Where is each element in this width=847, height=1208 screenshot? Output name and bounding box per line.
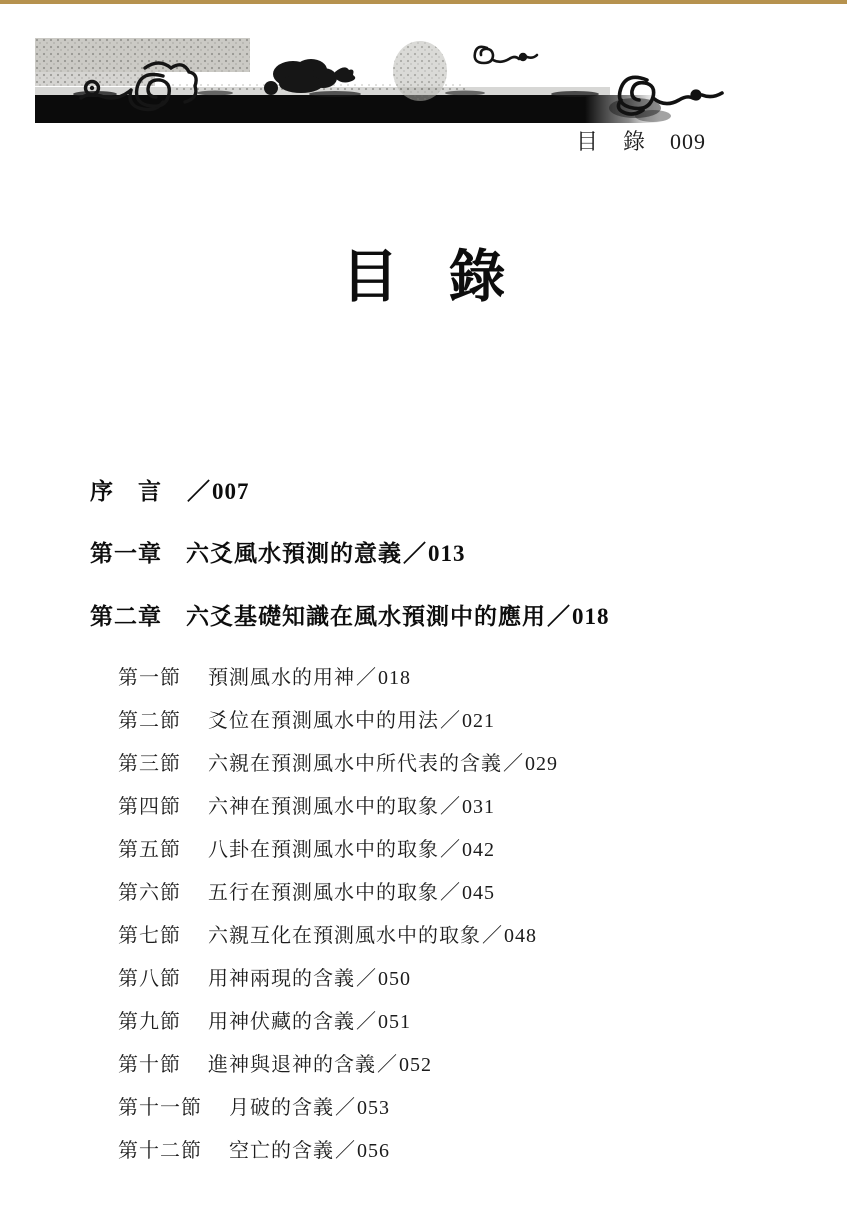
toc-page-number: 029 [525, 753, 558, 775]
toc-page-number: 018 [572, 604, 610, 629]
toc-entry-title: 八卦在預測風水中的取象 [208, 839, 439, 861]
toc-separator: ／ [503, 753, 524, 775]
toc-separator: ／ [335, 1097, 356, 1119]
toc-entry-section [118, 838, 817, 862]
small-cloud-scroll-icon [475, 47, 537, 63]
cloud-band-illustration [35, 38, 725, 123]
toc-entry-title: 六親在預測風水中所代表的含義 [208, 753, 502, 775]
toc-entry-number: 第六節 [118, 882, 181, 904]
toc-separator: ／ [356, 667, 377, 689]
toc-page-number: 018 [378, 667, 411, 689]
toc-entry-title: 六神在預測風水中的取象 [208, 796, 439, 818]
running-header [576, 129, 706, 155]
toc-separator: ／ [547, 604, 571, 629]
toc-separator: ／ [440, 839, 461, 861]
toc-entry-section [118, 1139, 817, 1163]
toc-separator: ／ [377, 1054, 398, 1076]
toc-entry-section [118, 881, 817, 905]
toc-entry-title: 預測風水的用神 [208, 667, 355, 689]
toc-page-number: 048 [504, 925, 537, 947]
toc-entry-preface [90, 478, 817, 506]
toc-entry-number: 第二章 [90, 604, 162, 629]
toc-entry-number: 第一章 [90, 541, 162, 566]
toc-separator: ／ [187, 479, 211, 504]
toc-entry-number: 第二節 [118, 710, 181, 732]
toc-entry-title: 用神兩現的含義 [208, 968, 355, 990]
running-header-page-number: 009 [670, 129, 706, 154]
toc-entry-number: 第十節 [118, 1054, 181, 1076]
toc-separator: ／ [335, 1140, 356, 1162]
toc-entry-title: 空亡的含義 [229, 1140, 334, 1162]
toc-entry-section [118, 924, 817, 948]
toc-entry-section [118, 666, 817, 690]
toc-entry-title: 進神與退神的含義 [208, 1054, 376, 1076]
header-cloud-decoration [35, 38, 725, 123]
toc-entry-section [118, 709, 817, 733]
toc-page-number: 021 [462, 710, 495, 732]
page-top-border [0, 0, 847, 4]
toc-entry-section [118, 1053, 817, 1077]
toc-separator: ／ [356, 968, 377, 990]
toc-entry-label: 序 言 [90, 479, 162, 504]
toc-entry-title: 六爻基礎知識在風水預測中的應用 [186, 604, 546, 629]
toc-page-number: 053 [357, 1097, 390, 1119]
toc-entry-title: 爻位在預測風水中的用法 [208, 710, 439, 732]
toc-page-number: 013 [428, 541, 466, 566]
speckle-blob [393, 41, 447, 101]
running-header-title: 目錄 [575, 129, 670, 154]
table-of-contents [90, 478, 817, 1182]
toc-entry-section [118, 967, 817, 991]
toc-entry-number: 第三節 [118, 753, 181, 775]
toc-entry-number: 第八節 [118, 968, 181, 990]
toc-section-list [90, 666, 817, 1163]
toc-entry-number: 第十二節 [118, 1140, 202, 1162]
toc-entry-title: 用神伏藏的含義 [208, 1011, 355, 1033]
toc-entry-section [118, 752, 817, 776]
toc-entry-number: 第五節 [118, 839, 181, 861]
toc-separator: ／ [356, 1011, 377, 1033]
cloud-scroll-right-icon [618, 77, 722, 114]
toc-separator: ／ [440, 796, 461, 818]
toc-entry-title: 五行在預測風水中的取象 [208, 882, 439, 904]
toc-entry-number: 第一節 [118, 667, 181, 689]
toc-page-number: 031 [462, 796, 495, 818]
toc-entry-section [118, 795, 817, 819]
toc-page-number: 056 [357, 1140, 390, 1162]
toc-entry-chapter [90, 603, 817, 631]
toc-entry-number: 第四節 [118, 796, 181, 818]
toc-page-number: 050 [378, 968, 411, 990]
toc-page-number: 051 [378, 1011, 411, 1033]
toc-entry-chapter [90, 540, 817, 568]
page-title: 目錄 [341, 246, 556, 309]
toc-separator: ／ [440, 882, 461, 904]
toc-separator: ／ [403, 541, 427, 566]
toc-page-number: 042 [462, 839, 495, 861]
toc-entry-number: 第七節 [118, 925, 181, 947]
toc-page-number: 045 [462, 882, 495, 904]
toc-entry-number: 第十一節 [118, 1097, 202, 1119]
toc-page-number: 007 [212, 479, 250, 504]
toc-entry-section [118, 1010, 817, 1034]
toc-entry-section [118, 1096, 817, 1120]
toc-entry-title: 月破的含義 [229, 1097, 334, 1119]
toc-entry-title: 六爻風水預測的意義 [186, 541, 402, 566]
toc-separator: ／ [440, 710, 461, 732]
toc-entry-title: 六親互化在預測風水中的取象 [208, 925, 481, 947]
toc-page-number: 052 [399, 1054, 432, 1076]
toc-entry-number: 第九節 [118, 1011, 181, 1033]
toc-separator: ／ [482, 925, 503, 947]
